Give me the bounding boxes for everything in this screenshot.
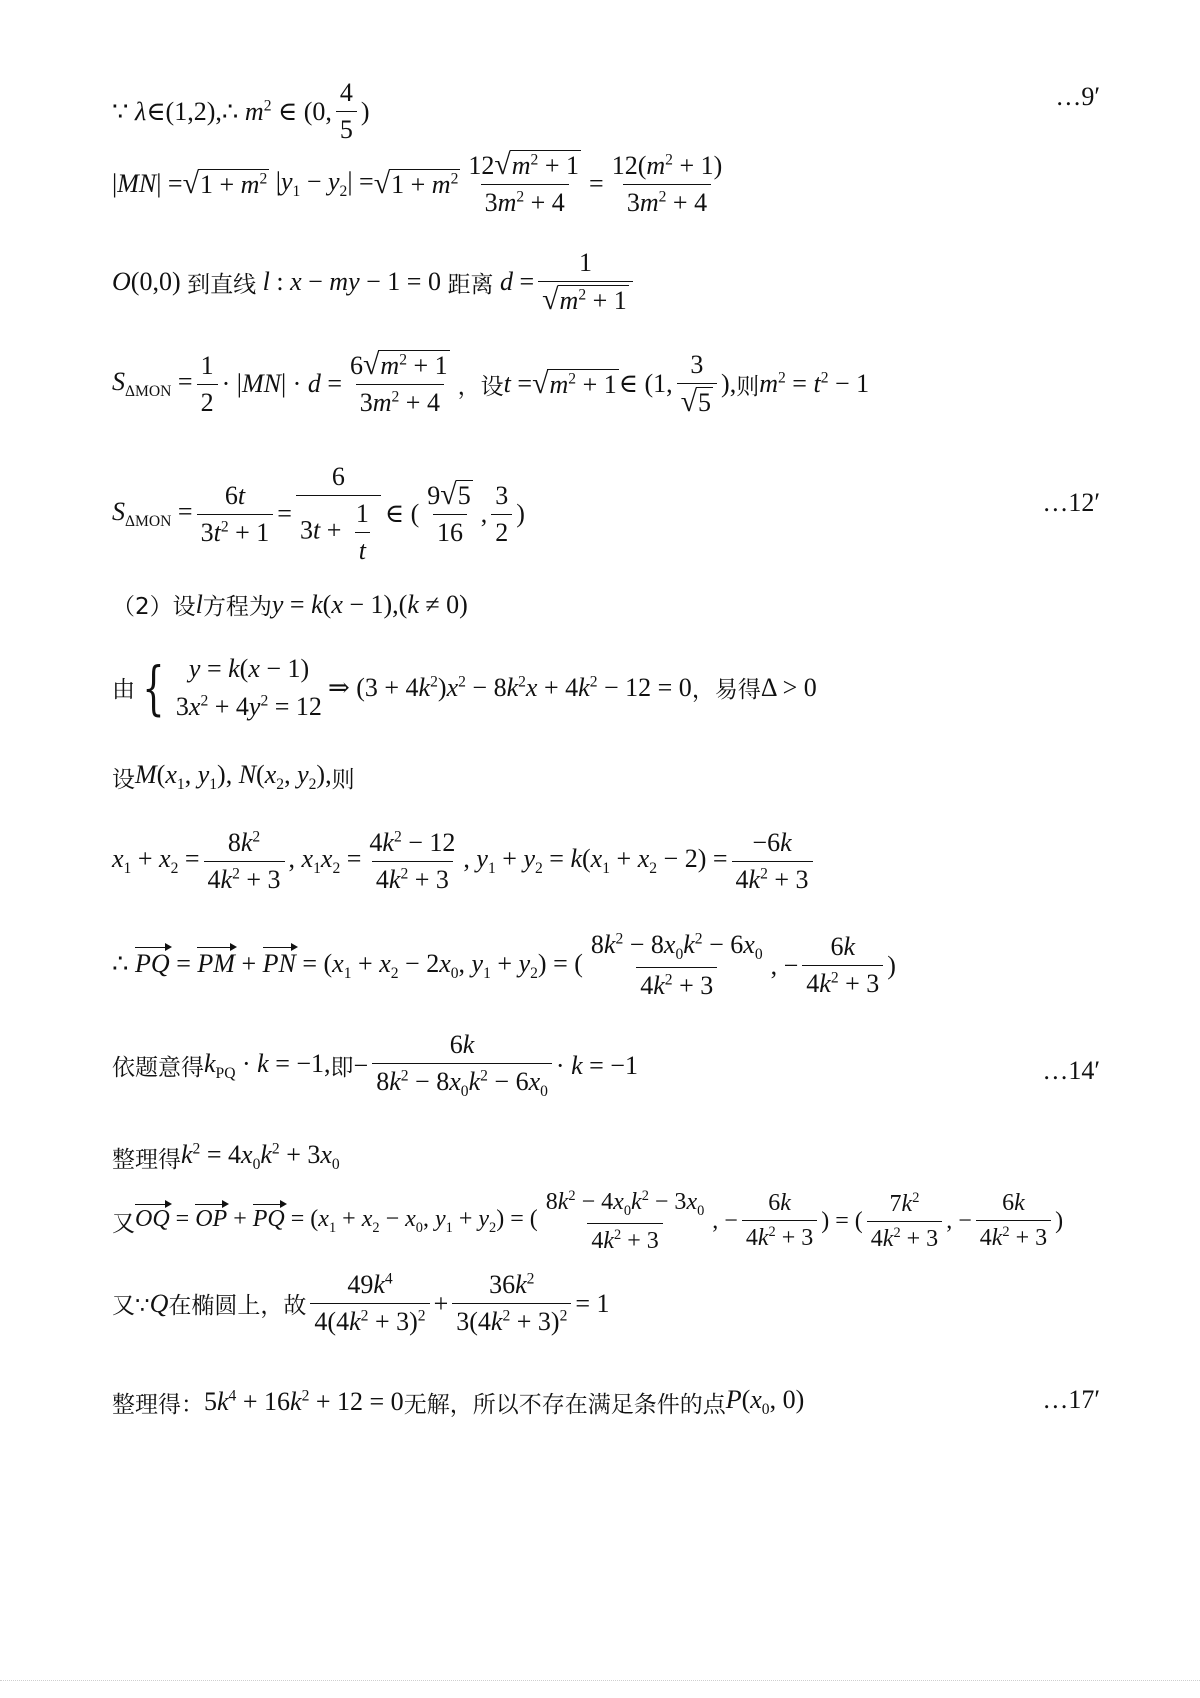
line-6: （2）设 l 方程为 y = k(x − 1),(k ≠ 0) bbox=[112, 589, 468, 620]
line-13: 又 OQ = OP + PQ = ($x_1 + x_2 - x_0$, $y_1 + y_2$) = ( $\frac{8k^2 - 4x_0k^2 - 3x_0}{4k^2 + 3}$ , − $\frac{6k}{4k^2 + 3}$ ) = ( $\frac{7k^2}{4k^2 + 3}$ , − $\frac{6k}{4k^2 + 3}$ ) bbox=[112, 1188, 1064, 1254]
line-15: 整理得： $5k^4 + 16k^2 + 12 = 0$ 无解，所以不存在满足条件的点 $P(x_0$, 0) bbox=[112, 1385, 805, 1419]
page-bottom-divider bbox=[0, 1680, 1200, 1681]
line-12: 整理得 $k^2 = 4x_0k^2 + 3x_0$ bbox=[112, 1140, 340, 1174]
line-9: $x_1 + x_2$ = $\frac{8k^2}{4k^2 + 3}$ , $x_1x_2$ = $\frac{4k^2 - 12}{4k^2 + 3}$ , $y_1 + y_2 = k(x_1 + x_2 - 2)$ = $\frac{-6k}{4k^2 + 3}$ bbox=[112, 828, 817, 895]
line-5: $S_{\Delta MON}$ = $\frac{6t}{3t^2 + 1}$ = 6 3t + $\frac{1}{t}$ ∈ ( 9 √ 5 16 , $\frac{3}{2}$ ) bbox=[112, 462, 525, 565]
text: ∵ λ∈(1,2),∴ $m^2$ ∈ (0, bbox=[112, 96, 332, 126]
line-4: $S_{\Delta MON}$ = $\frac{1}{2}$ · |MN| · d = 6 √ $m^2 + 1$ $3m^2 + 4$ ，设 t = √ $m^2 + 1$ ∈ (1, 3 √ 5 ), 则 $m^2 = t^2 - 1$ bbox=[112, 348, 870, 418]
line-11: 依题意得 $k_{PQ} \cdot k = -1$, 即 − $\frac{6k}{8k^2 - 8x_0k^2 - 6x_0}$ · k = −1 bbox=[112, 1030, 638, 1101]
line-2: |MN| = √ $1 + m^2$ $|y_1 - y_2|$ = √ $1 + m^2$ 12 √ $m^2 + 1$ $3m^2 + 4$ = $\frac{12(m^2 + 1)}{3m^2 + 4}$ bbox=[112, 148, 723, 217]
fraction: $\frac{4}{5}$ bbox=[336, 78, 357, 145]
score-mark: …12′ bbox=[1042, 488, 1100, 517]
score-mark: …14′ bbox=[1042, 1056, 1100, 1085]
line-7: 由 { y = k(x − 1) $3x^2 + 4y^2 = 12$ ⇒ $(3 + 4k^2)x^2 - 8k^2x + 4k^2 - 12 = 0$ ，易得 Δ > 0 bbox=[112, 653, 817, 722]
line-3: O(0,0) 到直线 l : x − my − 1 = 0 距离 d = 1 √ $m^2 + 1$ bbox=[112, 248, 637, 316]
line-14: 又∵ Q 在椭圆上，故 $\frac{49k^4}{4(4k^2 + 3)^2}$ + $\frac{36k^2}{3(4k^2 + 3)^2}$ = 1 bbox=[112, 1270, 610, 1336]
line-10: ∴ PQ = PM + PN = ($x_1 + x_2 - 2x_0$, $y_1 + y_2$) = ( $\frac{8k^2 - 8x_0k^2 - 6x_0}{4k^2 + 3}$ , − $\frac{6k}{4k^2 + 3}$ ) bbox=[112, 930, 896, 1001]
line-1: ∵ λ∈(1,2),∴ $m^2$ ∈ (0, $\frac{4}{5}$ ) bbox=[112, 78, 370, 144]
line-8: 设 $M(x_1$, $y_1$), $N(x_2$, $y_2$), 则 bbox=[112, 760, 355, 794]
score-mark: …9′ bbox=[1055, 82, 1100, 111]
score-mark: …17′ bbox=[1042, 1385, 1100, 1414]
